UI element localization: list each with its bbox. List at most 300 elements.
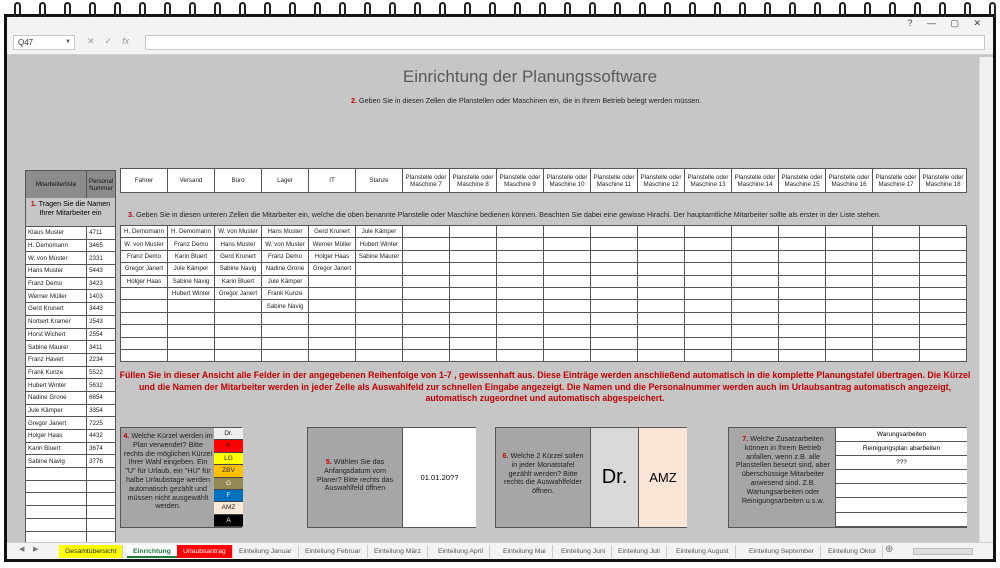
assignment-cell[interactable]: [920, 287, 967, 299]
assignment-cell[interactable]: [497, 349, 544, 361]
employee-name-cell[interactable]: Norbert Kramer: [26, 315, 87, 328]
assignment-cell[interactable]: [356, 337, 403, 349]
assignment-cell[interactable]: [638, 349, 685, 361]
legend-code-cell[interactable]: G: [214, 478, 243, 490]
assignment-cell[interactable]: H. Demomann: [121, 226, 168, 238]
assignment-cell[interactable]: [779, 312, 826, 324]
assignment-cell[interactable]: [497, 287, 544, 299]
tab-scroll-right-icon[interactable]: ▶: [33, 546, 39, 553]
assignment-cell[interactable]: Sabine Navig: [215, 263, 262, 275]
assignment-cell[interactable]: Franz Demo: [121, 250, 168, 262]
assignment-cell[interactable]: [732, 300, 779, 312]
assignment-cell[interactable]: [591, 312, 638, 324]
start-date-field[interactable]: 01.01.20??: [402, 428, 476, 527]
sheet-tab[interactable]: Einteilung Februar: [299, 545, 368, 558]
add-sheet-icon[interactable]: ⊕: [885, 544, 894, 555]
window-controls[interactable]: ? — ▢ ✕: [907, 18, 987, 28]
assignment-cell[interactable]: [544, 300, 591, 312]
assignment-cell[interactable]: [826, 238, 873, 250]
assignment-cell[interactable]: [826, 337, 873, 349]
assignment-cell[interactable]: Gerd Krunert: [309, 226, 356, 238]
employee-name-cell[interactable]: Holger Haas: [26, 430, 87, 443]
assignment-cell[interactable]: [356, 300, 403, 312]
assignment-cell[interactable]: [685, 300, 732, 312]
assignment-cell[interactable]: [497, 238, 544, 250]
employee-number-cell[interactable]: 7225: [87, 417, 116, 430]
assignment-cell[interactable]: [873, 325, 920, 337]
assignment-cell[interactable]: [309, 275, 356, 287]
assignment-cell[interactable]: [544, 287, 591, 299]
assignment-cell[interactable]: [591, 325, 638, 337]
assignment-cell[interactable]: Hubert Winter: [168, 287, 215, 299]
assignment-cell[interactable]: [732, 349, 779, 361]
position-header-cell[interactable]: Planstelle oder Maschine 12: [638, 169, 685, 193]
assignment-cell[interactable]: Gregor Janert: [309, 263, 356, 275]
assignment-cell[interactable]: [450, 349, 497, 361]
employee-name-cell[interactable]: Sabine Navig: [26, 455, 87, 468]
assignment-cell[interactable]: Karin Bluert: [215, 275, 262, 287]
employee-name-cell[interactable]: Frank Kunze: [26, 366, 87, 379]
assignment-cell[interactable]: [920, 275, 967, 287]
assignment-cell[interactable]: [544, 312, 591, 324]
employee-number-cell[interactable]: 2543: [87, 315, 116, 328]
tab-scroll-left-icon[interactable]: ◀: [19, 546, 25, 553]
assignment-cell[interactable]: [638, 238, 685, 250]
assignment-cell[interactable]: [920, 325, 967, 337]
employee-number-cell[interactable]: 5443: [87, 265, 116, 278]
assignment-cell[interactable]: [638, 337, 685, 349]
employee-number-cell[interactable]: 2554: [87, 328, 116, 341]
employee-name-cell[interactable]: Franz Havert: [26, 353, 87, 366]
sheet-tab[interactable]: Einteilung Juni: [555, 545, 612, 558]
assignment-cell[interactable]: [826, 275, 873, 287]
position-header-cell[interactable]: Versand: [168, 169, 215, 193]
assignment-cell[interactable]: [920, 337, 967, 349]
assignment-cell[interactable]: W. von Muster: [215, 226, 262, 238]
assignment-cell[interactable]: [591, 287, 638, 299]
position-header-cell[interactable]: Büro: [215, 169, 262, 193]
assignment-cell[interactable]: [215, 337, 262, 349]
position-header-cell[interactable]: Planstelle oder Maschine 13: [685, 169, 732, 193]
assignment-cell[interactable]: [450, 325, 497, 337]
employee-name-cell[interactable]: Nadine Grone: [26, 391, 87, 404]
assignment-cell[interactable]: [262, 349, 309, 361]
assignment-cell[interactable]: [403, 312, 450, 324]
extra-work-item[interactable]: [835, 498, 967, 512]
assignment-cell[interactable]: [121, 337, 168, 349]
assignment-cell[interactable]: [544, 263, 591, 275]
assignment-cell[interactable]: [685, 325, 732, 337]
assignment-cell[interactable]: [450, 300, 497, 312]
extra-work-item[interactable]: [835, 513, 967, 527]
assignment-cell[interactable]: [591, 263, 638, 275]
position-header-cell[interactable]: Planstelle oder Maschine 16: [826, 169, 873, 193]
sheet-tab[interactable]: Einteilung September: [743, 545, 821, 558]
assignment-cell[interactable]: [779, 349, 826, 361]
assignment-cell[interactable]: [873, 337, 920, 349]
assignment-cell[interactable]: [403, 300, 450, 312]
legend-code-cell[interactable]: A: [214, 515, 243, 527]
assignment-cell[interactable]: [544, 275, 591, 287]
position-header-cell[interactable]: Planstelle oder Maschine 9: [497, 169, 544, 193]
assignment-cell[interactable]: [356, 263, 403, 275]
assignment-cell[interactable]: [215, 325, 262, 337]
vertical-scrollbar[interactable]: [979, 57, 993, 545]
assignment-cell[interactable]: [638, 275, 685, 287]
assignment-cell[interactable]: [873, 250, 920, 262]
assignment-cell[interactable]: [685, 263, 732, 275]
assignment-cell[interactable]: [920, 238, 967, 250]
employee-number-cell[interactable]: 3354: [87, 404, 116, 417]
assignment-cell[interactable]: [732, 312, 779, 324]
assignment-cell[interactable]: [685, 250, 732, 262]
assignment-cell[interactable]: [873, 312, 920, 324]
employee-name-cell[interactable]: [26, 468, 87, 481]
assignment-cell[interactable]: [403, 263, 450, 275]
assignment-cell[interactable]: Hans Muster: [215, 238, 262, 250]
assignment-cell[interactable]: Jule Kämper: [168, 263, 215, 275]
assignment-cell[interactable]: [826, 263, 873, 275]
assignment-cell[interactable]: [262, 325, 309, 337]
assignment-cell[interactable]: [497, 226, 544, 238]
employee-name-cell[interactable]: [26, 480, 87, 493]
extra-work-item[interactable]: Reinigungsplan abarbeiten: [835, 442, 967, 456]
sheet-tab[interactable]: Einteilung April: [432, 545, 490, 558]
legend-code-cell[interactable]: ZBV: [214, 465, 243, 477]
assignment-cell[interactable]: [826, 325, 873, 337]
formula-input[interactable]: [145, 35, 985, 50]
assignment-cell[interactable]: [215, 300, 262, 312]
horizontal-scrollbar[interactable]: [913, 548, 973, 555]
employee-name-cell[interactable]: Jule Kämper: [26, 404, 87, 417]
assignment-cell[interactable]: [403, 325, 450, 337]
assignment-cell[interactable]: [497, 275, 544, 287]
assignment-cell[interactable]: [638, 300, 685, 312]
employee-name-cell[interactable]: Klaus Muster: [26, 227, 87, 240]
assignment-cell[interactable]: [779, 275, 826, 287]
assignment-cell[interactable]: [215, 349, 262, 361]
assignment-cell[interactable]: [497, 337, 544, 349]
position-header-cell[interactable]: Planstelle oder Maschine 14: [732, 169, 779, 193]
employee-number-cell[interactable]: 3411: [87, 341, 116, 354]
fx-icon[interactable]: fx: [122, 36, 130, 46]
assignment-cell[interactable]: Nadine Grone: [262, 263, 309, 275]
sheet-tab[interactable]: Einteilung Oktol: [822, 545, 883, 558]
assignment-cell[interactable]: [873, 287, 920, 299]
assignment-cell[interactable]: [497, 263, 544, 275]
position-header-cell[interactable]: Planstelle oder Maschine 17: [873, 169, 920, 193]
assignment-cell[interactable]: [121, 312, 168, 324]
assignment-cell[interactable]: [920, 349, 967, 361]
assignment-cell[interactable]: [121, 300, 168, 312]
count-code-2[interactable]: AMZ: [638, 428, 687, 527]
employee-name-cell[interactable]: [26, 493, 87, 506]
assignment-cell[interactable]: [638, 250, 685, 262]
assignment-cell[interactable]: [544, 337, 591, 349]
assignment-cell[interactable]: Hans Muster: [262, 226, 309, 238]
assignment-cell[interactable]: [168, 349, 215, 361]
assignment-cell[interactable]: [544, 250, 591, 262]
assignment-cell[interactable]: [779, 337, 826, 349]
employee-number-cell[interactable]: [87, 493, 116, 506]
assignment-cell[interactable]: [403, 287, 450, 299]
assignment-cell[interactable]: [920, 226, 967, 238]
employee-number-cell[interactable]: 5522: [87, 366, 116, 379]
assignment-cell[interactable]: [591, 226, 638, 238]
assignment-cell[interactable]: [544, 226, 591, 238]
extra-work-item[interactable]: [835, 484, 967, 498]
assignment-cell[interactable]: [497, 325, 544, 337]
assignment-cell[interactable]: [403, 238, 450, 250]
assignment-cell[interactable]: [591, 238, 638, 250]
position-header-cell[interactable]: IT: [309, 169, 356, 193]
assignment-cell[interactable]: [732, 275, 779, 287]
assignment-cell[interactable]: [403, 226, 450, 238]
employee-name-cell[interactable]: Hans Muster: [26, 265, 87, 278]
assignment-cell[interactable]: [779, 287, 826, 299]
legend-code-cell[interactable]: LG: [214, 453, 243, 465]
assignment-cell[interactable]: [779, 325, 826, 337]
employee-number-cell[interactable]: 4432: [87, 430, 116, 443]
sheet-tab[interactable]: Urlaubsantrag: [177, 545, 233, 558]
assignment-cell[interactable]: [685, 275, 732, 287]
assignment-cell[interactable]: [450, 238, 497, 250]
employee-number-cell[interactable]: 2331: [87, 252, 116, 265]
position-header-cell[interactable]: Fahrer: [121, 169, 168, 193]
assignment-cell[interactable]: Karin Bluert: [168, 250, 215, 262]
assignment-cell[interactable]: [638, 226, 685, 238]
assignment-cell[interactable]: [450, 263, 497, 275]
assignment-cell[interactable]: [544, 349, 591, 361]
assignment-cell[interactable]: [544, 325, 591, 337]
assignment-cell[interactable]: [121, 349, 168, 361]
assignment-cell[interactable]: [591, 300, 638, 312]
legend-code-cell[interactable]: K: [214, 440, 243, 452]
assignment-cell[interactable]: [450, 275, 497, 287]
assignment-cell[interactable]: [309, 312, 356, 324]
employee-number-cell[interactable]: [87, 506, 116, 519]
assignment-cell[interactable]: [309, 337, 356, 349]
extra-work-item[interactable]: Warungsarbeiten: [835, 428, 967, 442]
assignment-cell[interactable]: [920, 312, 967, 324]
assignment-cell[interactable]: [168, 300, 215, 312]
assignment-cell[interactable]: Gregor Janert: [121, 263, 168, 275]
employee-name-cell[interactable]: Horst Wichert: [26, 328, 87, 341]
assignment-cell[interactable]: Franz Demo: [168, 238, 215, 250]
position-header-cell[interactable]: Planstelle oder Maschine 8: [450, 169, 497, 193]
assignment-cell[interactable]: [685, 287, 732, 299]
assignment-cell[interactable]: [497, 312, 544, 324]
employee-name-cell[interactable]: W. von Muster: [26, 252, 87, 265]
assignment-cell[interactable]: Holger Haas: [121, 275, 168, 287]
cancel-icon[interactable]: ✕: [87, 36, 95, 46]
position-header-cell[interactable]: Planstelle oder Maschine 11: [591, 169, 638, 193]
assignment-cell[interactable]: [779, 300, 826, 312]
assignment-cell[interactable]: [732, 325, 779, 337]
assignment-cell[interactable]: [873, 349, 920, 361]
assignment-cell[interactable]: Jule Kämper: [262, 275, 309, 287]
employee-number-cell[interactable]: 3443: [87, 303, 116, 316]
assignment-cell[interactable]: [309, 300, 356, 312]
assignment-cell[interactable]: [168, 325, 215, 337]
assignment-cell[interactable]: [168, 312, 215, 324]
assignment-cell[interactable]: [121, 287, 168, 299]
employee-number-cell[interactable]: 5632: [87, 379, 116, 392]
assignment-cell[interactable]: [920, 250, 967, 262]
assignment-cell[interactable]: [732, 287, 779, 299]
assignment-cell[interactable]: [356, 349, 403, 361]
assignment-cell[interactable]: [685, 337, 732, 349]
assignment-cell[interactable]: [685, 238, 732, 250]
employee-number-cell[interactable]: 3776: [87, 455, 116, 468]
employee-name-cell[interactable]: [26, 518, 87, 531]
employee-number-cell[interactable]: [87, 518, 116, 531]
assignment-cell[interactable]: [450, 312, 497, 324]
assignment-cell[interactable]: H. Demomann: [168, 226, 215, 238]
sheet-tab[interactable]: Einrichtung: [127, 545, 178, 558]
assignment-cell[interactable]: [873, 226, 920, 238]
employee-name-cell[interactable]: H. Demomann: [26, 239, 87, 252]
assignment-cell[interactable]: W. von Muster: [121, 238, 168, 250]
position-header-cell[interactable]: Lager: [262, 169, 309, 193]
assignment-cell[interactable]: [262, 337, 309, 349]
position-header-cell[interactable]: Planstelle oder Maschine 7: [403, 169, 450, 193]
assignment-cell[interactable]: [826, 226, 873, 238]
employee-name-cell[interactable]: Karin Bluert: [26, 442, 87, 455]
assignment-cell[interactable]: [262, 312, 309, 324]
assignment-cell[interactable]: [826, 349, 873, 361]
assignment-cell[interactable]: Gregor Janert: [215, 287, 262, 299]
assignment-cell[interactable]: [779, 226, 826, 238]
assignment-cell[interactable]: [732, 250, 779, 262]
assignment-cell[interactable]: [638, 263, 685, 275]
extra-work-item[interactable]: ???: [835, 456, 967, 470]
employee-name-cell[interactable]: [26, 506, 87, 519]
assignment-cell[interactable]: Sabine Navig: [168, 275, 215, 287]
legend-code-cell[interactable]: AMZ: [214, 502, 243, 514]
employee-number-cell[interactable]: 3465: [87, 239, 116, 252]
assignment-cell[interactable]: [309, 325, 356, 337]
employee-name-cell[interactable]: Werner Müller: [26, 290, 87, 303]
sheet-tab[interactable]: Einteilung August: [670, 545, 736, 558]
employee-name-cell[interactable]: Franz Demo: [26, 277, 87, 290]
assignment-cell[interactable]: Franz Demo: [262, 250, 309, 262]
count-code-1[interactable]: Dr.: [590, 428, 638, 527]
assignment-cell[interactable]: [403, 275, 450, 287]
assignment-cell[interactable]: [450, 226, 497, 238]
employee-name-cell[interactable]: Sabine Maurer: [26, 341, 87, 354]
assignment-cell[interactable]: Werner Müller: [309, 238, 356, 250]
sheet-tab[interactable]: Einteilung Januar: [233, 545, 299, 558]
assignment-cell[interactable]: [497, 300, 544, 312]
position-header-cell[interactable]: Planstelle oder Maschine 10: [544, 169, 591, 193]
employee-number-cell[interactable]: 4711: [87, 227, 116, 240]
check-icon[interactable]: ✓: [104, 36, 113, 46]
assignment-cell[interactable]: [732, 263, 779, 275]
assignment-cell[interactable]: [873, 300, 920, 312]
assignment-cell[interactable]: [685, 349, 732, 361]
legend-code-cell[interactable]: F: [214, 490, 243, 502]
employee-number-cell[interactable]: 3423: [87, 277, 116, 290]
assignment-cell[interactable]: [873, 263, 920, 275]
assignment-cell[interactable]: [309, 349, 356, 361]
assignment-cell[interactable]: [403, 349, 450, 361]
employee-number-cell[interactable]: 3674: [87, 442, 116, 455]
assignment-cell[interactable]: [826, 287, 873, 299]
assignment-cell[interactable]: [779, 263, 826, 275]
assignment-cell[interactable]: Holger Haas: [309, 250, 356, 262]
legend-code-cell[interactable]: Dr.: [214, 428, 243, 440]
sheet-tab[interactable]: Einteilung März: [368, 545, 428, 558]
employee-name-cell[interactable]: Gerd Krunert: [26, 303, 87, 316]
assignment-cell[interactable]: [356, 287, 403, 299]
assignment-cell[interactable]: Gerd Krunert: [215, 250, 262, 262]
extra-work-item[interactable]: [835, 470, 967, 484]
sheet-tab[interactable]: Einteilung Mai: [497, 545, 553, 558]
assignment-cell[interactable]: [215, 312, 262, 324]
chevron-down-icon[interactable]: ▼: [65, 39, 71, 45]
assignment-cell[interactable]: [732, 238, 779, 250]
assignment-cell[interactable]: [638, 287, 685, 299]
assignment-cell[interactable]: [685, 226, 732, 238]
assignment-cell[interactable]: [168, 337, 215, 349]
assignment-cell[interactable]: [873, 275, 920, 287]
employee-number-cell[interactable]: [87, 468, 116, 481]
assignment-cell[interactable]: Sabine Maurer: [356, 250, 403, 262]
assignment-cell[interactable]: [356, 312, 403, 324]
assignment-cell[interactable]: [591, 275, 638, 287]
employee-name-cell[interactable]: Gregor Janert: [26, 417, 87, 430]
assignment-cell[interactable]: [121, 325, 168, 337]
assignment-cell[interactable]: Jule Kämper: [356, 226, 403, 238]
position-header-cell[interactable]: Stanze: [356, 169, 403, 193]
assignment-cell[interactable]: [450, 337, 497, 349]
employee-name-cell[interactable]: Hubert Winter: [26, 379, 87, 392]
assignment-cell[interactable]: [497, 250, 544, 262]
assignment-cell[interactable]: [591, 250, 638, 262]
employee-number-cell[interactable]: [87, 480, 116, 493]
assignment-cell[interactable]: [779, 238, 826, 250]
position-header-cell[interactable]: Planstelle oder Maschine 18: [920, 169, 967, 193]
assignment-cell[interactable]: Hubert Winter: [356, 238, 403, 250]
assignment-cell[interactable]: [403, 337, 450, 349]
employee-number-cell[interactable]: 6654: [87, 391, 116, 404]
assignment-cell[interactable]: Frank Kunze: [262, 287, 309, 299]
assignment-cell[interactable]: [826, 300, 873, 312]
assignment-cell[interactable]: [591, 349, 638, 361]
assignment-cell[interactable]: [826, 312, 873, 324]
position-header-cell[interactable]: Planstelle oder Maschine 15: [779, 169, 826, 193]
employee-number-cell[interactable]: 2234: [87, 353, 116, 366]
assignment-cell[interactable]: [732, 337, 779, 349]
assignment-cell[interactable]: [356, 275, 403, 287]
assignment-cell[interactable]: W. von Muster: [262, 238, 309, 250]
assignment-cell[interactable]: [356, 325, 403, 337]
assignment-cell[interactable]: [309, 287, 356, 299]
assignment-cell[interactable]: [779, 250, 826, 262]
assignment-cell[interactable]: [544, 238, 591, 250]
sheet-tab[interactable]: Gesamtübersicht: [59, 545, 123, 558]
sheet-tab[interactable]: Einteilung Juli: [612, 545, 667, 558]
assignment-cell[interactable]: [873, 238, 920, 250]
assignment-cell[interactable]: [685, 312, 732, 324]
assignment-cell[interactable]: Sabine Navig: [262, 300, 309, 312]
assignment-cell[interactable]: [450, 287, 497, 299]
assignment-cell[interactable]: [638, 312, 685, 324]
assignment-cell[interactable]: [732, 226, 779, 238]
assignment-cell[interactable]: [450, 250, 497, 262]
employee-number-cell[interactable]: 1403: [87, 290, 116, 303]
